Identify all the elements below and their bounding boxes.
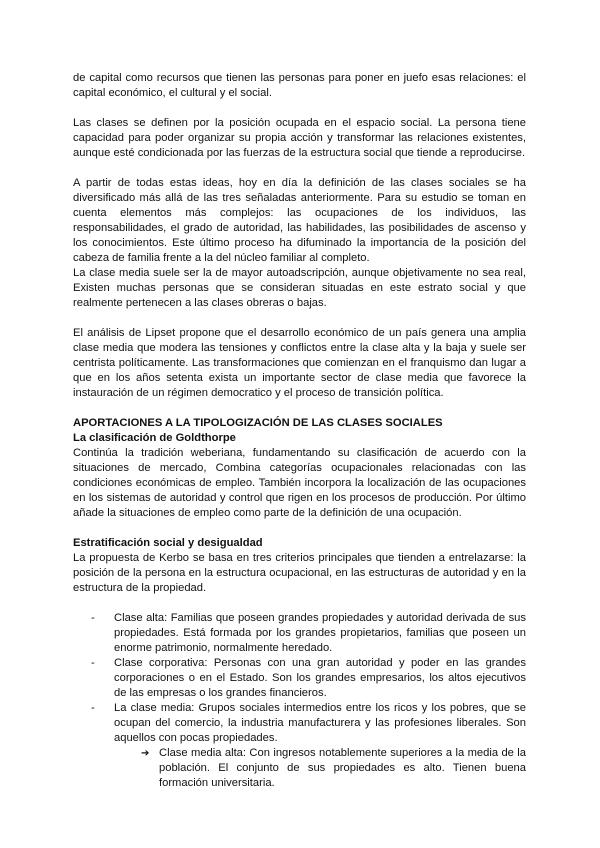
class-list [73,611,526,746]
paragraph-lipset: El análisis de Lipset propone que el desarrollo económico de un país genera una amplia clase media que modera las tensiones y conflictos entre la clase alta y la baja y suele ser centrista políticamente. Las transformaciones que comienzan en el franquismo dan lugar a que en los años setenta exista un importante sector de clase media que favorece la instauración de un régimen democratico y el proceso de transición política. [73,327,526,399]
spacer [73,596,526,611]
paragraph-kerbo: La propuesta de Kerbo se basa en tres criterios principales que tienden a entrelazarse: la posición de la persona en la estructura ocupacional, en las estructuras de autoridad y en la estructura de la propiedad. [73,552,526,594]
dash-bullet-icon: - [91,612,95,624]
paragraph-diversificacion: A partir de todas estas ideas, hoy en día la definición de las clases sociales se ha diversificado más allá de las tres señaladas anteriormente. Para su estudio se toman en cuenta elementos más complejos: las ocupaciones de los individuos, las responsabilidades, el grado de autoridad, las habilidades, las posibilidades de ascenso y los conocimientos. Este último proceso ha difuminado la importancia de la posición del cabeza de familia frente a la del núcleo familiar al completo. [73,177,526,264]
dash-bullet-icon: - [91,657,95,669]
list-item [73,746,526,791]
dash-bullet-icon: - [91,702,95,714]
paragraph-clase-media: La clase media suele ser la de mayor autoadscripción, aunque objetivamente no sea real, Existen muchas personas que se consideran situadas en este estrato social y que realmente pertenecen a las clases obreras o bajas. [73,267,526,309]
subheading-goldthorpe: La clasificación de Goldthorpe [73,432,236,444]
arrow-right-icon: ➔ [141,748,150,759]
list-item-text: Clase corporativa: Personas con una gran autoridad y poder en las grandes corporaciones o en el Estado. Son los grandes empresarios, los altos ejecutivos de las empresas o los grandes financieros. [114,657,526,699]
paragraph-goldthorpe: Continúa la tradición weberiana, fundamentando su clasificación de acuerdo con la situaciones de mercado, Combina categorías ocupacionales relacionadas con las condiciones económicas de empleo. También incorpora la localización de las ocupaciones en los sistemas de autoridad y control que rigen en los procesos de producción. Por último añade la situaciones de empleo como parte de la definición de una ocupación. [73,447,526,519]
section-heading: APORTACIONES A LA TIPOLOGIZACIÓN DE LAS CLASES SOCIALES [73,417,443,429]
subheading-estratificacion: Estratificación social y desigualdad [73,537,263,549]
list-item-text: La clase media: Grupos sociales intermedios entre los ricos y los pobres, que se ocupan del comercio, la industria manufacturera y las profesiones liberales. Son aquellos con pocas propiedades. [114,702,526,744]
list-item-text: Clase media alta: Con ingresos notablemente superiores a la media de la población. El conjunto de sus propiedades es alto. Tienen buena formación universitaria. [159,747,526,789]
list-item-text: Clase alta: Familias que poseen grandes propiedades y autoridad derivada de sus propiedades. Está formada por los grandes propietarios, familias que poseen un enorme patrimonio, normalmente heredado. [114,612,526,654]
subclass-list [73,746,526,791]
paragraph-capital: de capital como recursos que tienen las personas para poner en juefo esas relaciones: el capital económico, el cultural y el social. [73,72,526,99]
paragraph-clases-espacio-social: Las clases se definen por la posición ocupada en el espacio social. La persona tiene capacidad para poder organizar su propia acción y transformar las relaciones existentes, aunque esté condicionada por las fuerzas de la estructura social que tiende a reproducirse. [73,117,526,159]
document-body [73,71,526,791]
list-item [73,611,526,656]
list-item [73,701,526,746]
list-item [73,656,526,701]
